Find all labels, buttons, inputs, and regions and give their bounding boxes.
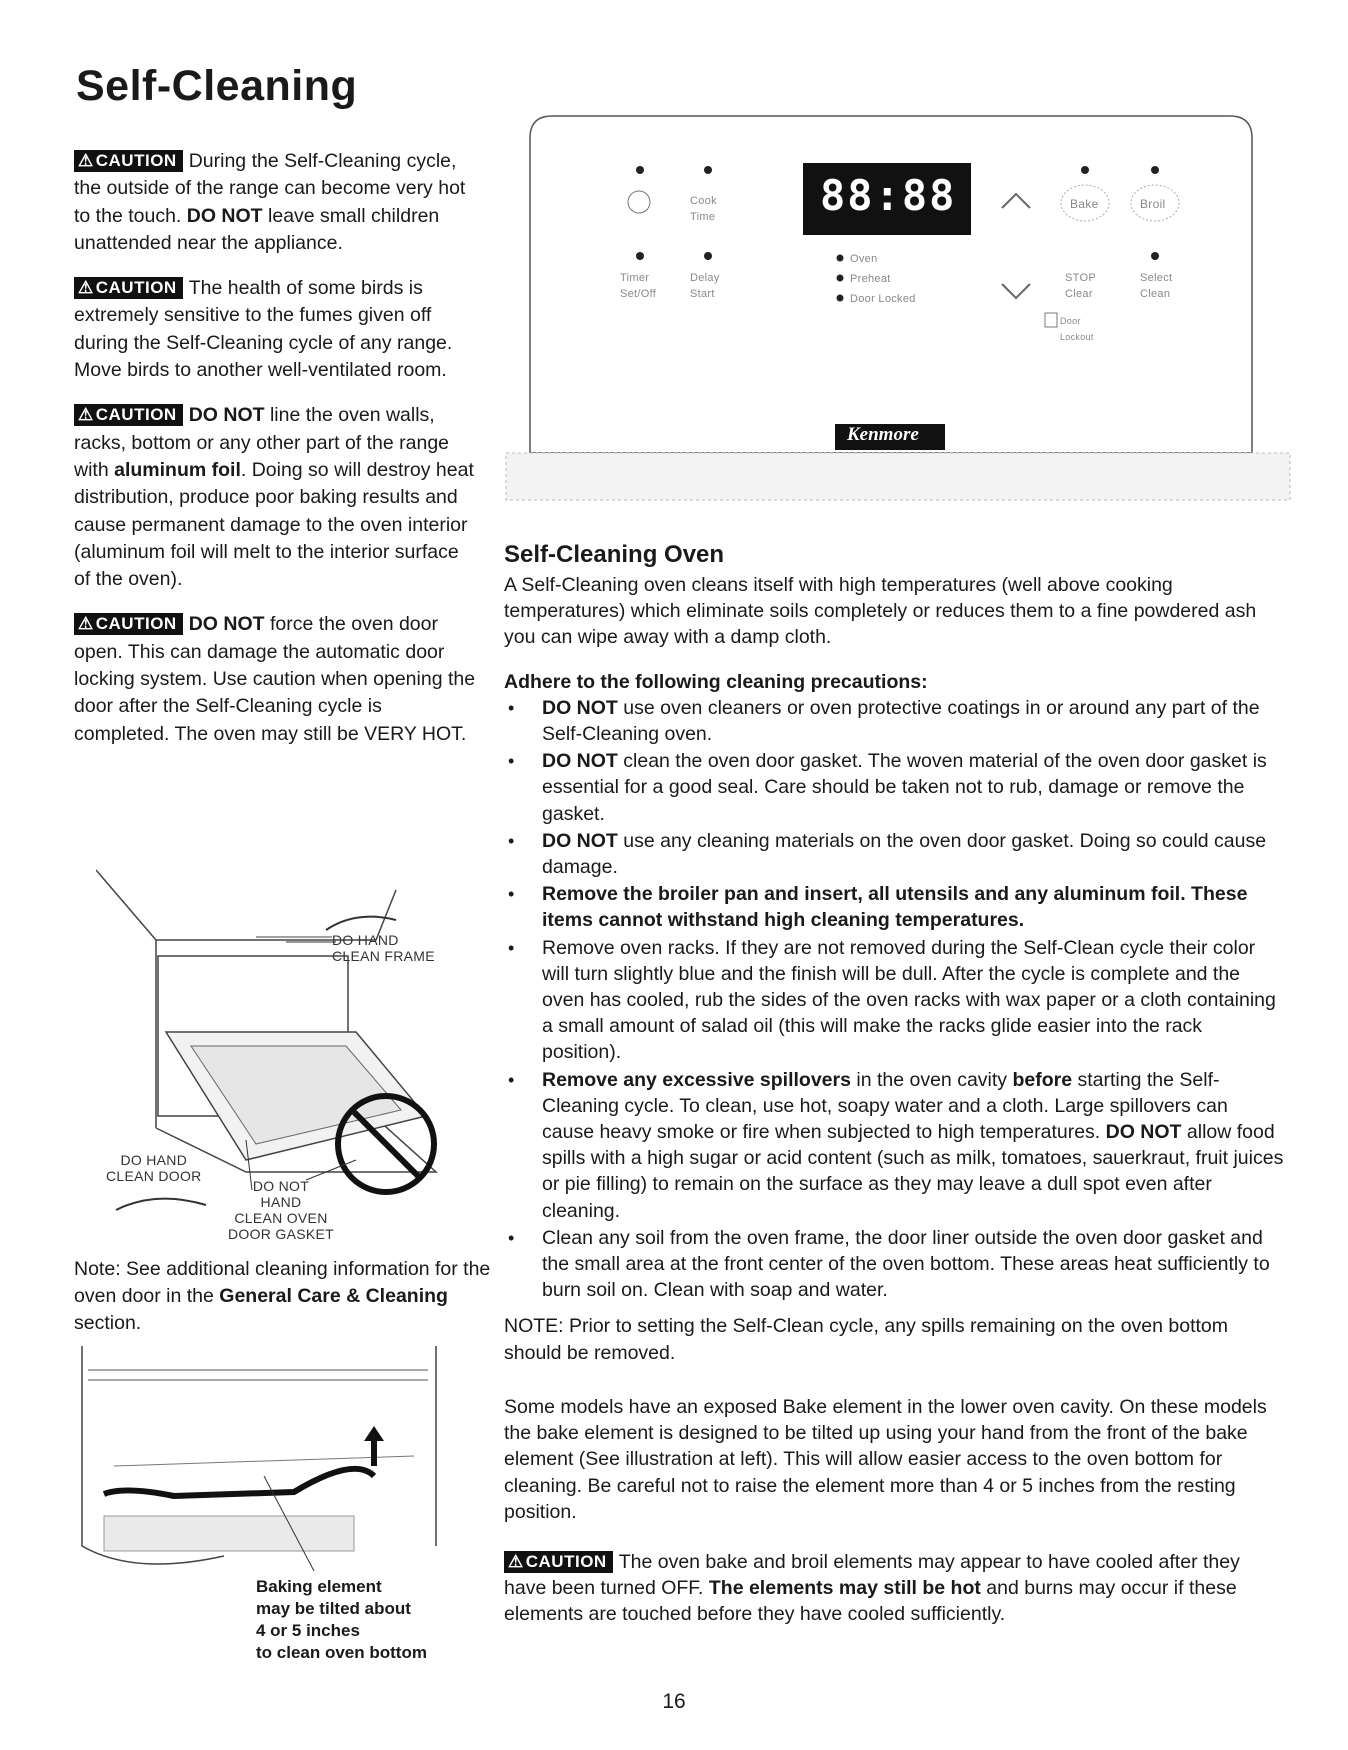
list-item: • Clean any soil from the oven frame, the door liner outside the oven door gasket and the small area at the front center of the oven bottom. These areas heat sufficiently to burn soil on. Clean with soap and water. — [504, 1225, 1284, 1304]
label-broil: Broil — [1140, 197, 1166, 211]
bake-element-illustration — [74, 1346, 444, 1586]
caution-elements-hot: ⚠ CAUTION The oven bake and broil elements may appear to have cooled after they have been turned OFF. The elements may still be hot and burns may occur if these elements are touched before they have cooled sufficiently. — [504, 1550, 1240, 1626]
label-do-not-hand-clean-gasket: DO NOT HAND CLEAN OVEN DOOR GASKET — [228, 1178, 334, 1242]
label-preheat: Preheat — [850, 273, 891, 285]
label-do-hand-clean-frame: DO HAND CLEAN FRAME — [332, 932, 435, 964]
bake-element-drawing — [74, 1346, 444, 1586]
label-oven: Oven — [850, 253, 878, 265]
list-item: • DO NOT use any cleaning materials on the oven door gasket. Doing so could cause damage. — [504, 828, 1284, 880]
left-cautions — [74, 148, 478, 766]
label-bake: Bake — [1070, 197, 1099, 211]
bake-element-paragraph: Some models have an exposed Bake element in the lower oven cavity. On these models the bake element is designed to be tilted up using your hand from the front of the bake element (See illustration at left). This will allow easier access to the oven bottom for cleaning. Be careful not to raise the element more than 4 or 5 inches from the resting position. — [504, 1395, 1267, 1523]
oven-door-illustration — [96, 860, 476, 1250]
control-panel-illustration — [500, 108, 1300, 508]
left-note: Note: See additional cleaning information for the oven door in the General Care & Cleaning section. — [74, 1258, 491, 1334]
caution-badge: ⚠ CAUTION — [74, 150, 183, 172]
warning-triangle-icon: ⚠ — [508, 1551, 524, 1571]
caution-badge: ⚠ CAUTION — [74, 613, 183, 635]
warning-triangle-icon: ⚠ — [78, 278, 94, 298]
brand-logo: Kenmore — [847, 424, 919, 445]
caution-badge: ⚠ CAUTION — [74, 404, 183, 426]
self-clean-note: NOTE: Prior to setting the Self-Clean cycle, any spills remaining on the oven bottom should be removed. — [504, 1315, 1229, 1364]
precautions-heading: Adhere to the following cleaning precautions: — [504, 670, 928, 693]
label-do-hand-clean-door: DO HAND CLEAN DOOR — [106, 1152, 202, 1184]
caution-birds: ⚠ CAUTION The health of some birds is extremely sensitive to the fumes given off during the Self-Cleaning cycle of any range. Move birds to another well-ventilated room. — [74, 277, 453, 382]
label-door-lockout: Door Lockout — [1060, 316, 1094, 342]
warning-triangle-icon: ⚠ — [78, 405, 94, 425]
label-timer: Timer Set/Off — [620, 272, 657, 300]
list-item: • Remove oven racks. If they are not removed during the Self-Clean cycle their color will turn slightly blue and the finish will be dull. After the cycle is complete and the oven has cooled, rub the sides of the oven racks with wax paper or a cloth containing a small amount of salad oil (this will make the racks glide easier into the rack position). — [504, 935, 1284, 1066]
label-delay: Delay Start — [690, 272, 720, 300]
label-stop-clear: STOP Clear — [1065, 272, 1096, 300]
section-heading: Self-Cleaning Oven — [504, 541, 725, 568]
control-panel-drawing — [500, 108, 1300, 508]
page-number: 16 — [662, 1690, 686, 1713]
label-cook-time: Cook Time — [690, 195, 717, 223]
caution-foil: ⚠ CAUTION DO NOT line the oven walls, racks, bottom or any other part of the range with aluminum foil. Doing so will destroy heat distribution, produce poor baking results and cause permanent damage to the oven interior (aluminum foil will melt to the interior surface of the oven). — [74, 404, 474, 591]
label-self-clean: Select Clean — [1140, 272, 1173, 300]
bake-element-caption: Baking element may be tilted about 4 or 5 inches to clean oven bottom — [256, 1577, 427, 1662]
list-item: • DO NOT clean the oven door gasket. The woven material of the oven door gasket is essential for a good seal. Care should be taken not to rub, damage or remove the gasket. — [504, 748, 1284, 827]
warning-triangle-icon: ⚠ — [78, 151, 94, 170]
section-intro: A Self-Cleaning oven cleans itself with high temperatures (well above cooking temperatures) which eliminate soils completely or reduces them to a fine powdered ash you can wipe away with a damp cloth. — [504, 574, 1257, 649]
list-item: • Remove the broiler pan and insert, all utensils and any aluminum foil. These items cannot withstand high cleaning temperatures. — [504, 881, 1284, 933]
caution-children: ⚠ CAUTION During the Self-Cleaning cycle, the outside of the range can become very hot to the touch. DO NOT leave small children unattended near the appliance. — [74, 150, 466, 254]
self-cleaning-section — [504, 540, 1284, 1646]
warning-triangle-icon: ⚠ — [78, 614, 94, 634]
list-item: • DO NOT use oven cleaners or oven protective coatings in or around any part of the Self-Cleaning oven. — [504, 695, 1284, 747]
caution-badge: ⚠ CAUTION — [74, 277, 183, 299]
label-door-locked: Door Locked — [850, 293, 916, 305]
caution-door: ⚠ CAUTION DO NOT force the oven door open. This can damage the automatic door locking system. Use caution when opening the door after the Self-Cleaning cycle is completed. The oven may still be VERY HOT. — [74, 613, 476, 745]
caution-badge: ⚠ CAUTION — [504, 1551, 613, 1573]
list-item: • Remove any excessive spillovers in the oven cavity before starting the Self-Cleaning cycle. To clean, use hot, soapy water and a cloth. Large spillovers can cause heavy smoke or fire when subjected to high temperatures. DO NOT allow food spills with a high sugar or acid content (such as milk, tomatoes, sauerkraut, fruit juices or pie filling) to remain on the surface as they may leave a dull spot even after cleaning. — [504, 1067, 1284, 1224]
clock-display: 88:88 — [820, 171, 957, 220]
precautions-list — [504, 695, 1284, 1304]
page-title: Self-Cleaning — [76, 62, 358, 110]
